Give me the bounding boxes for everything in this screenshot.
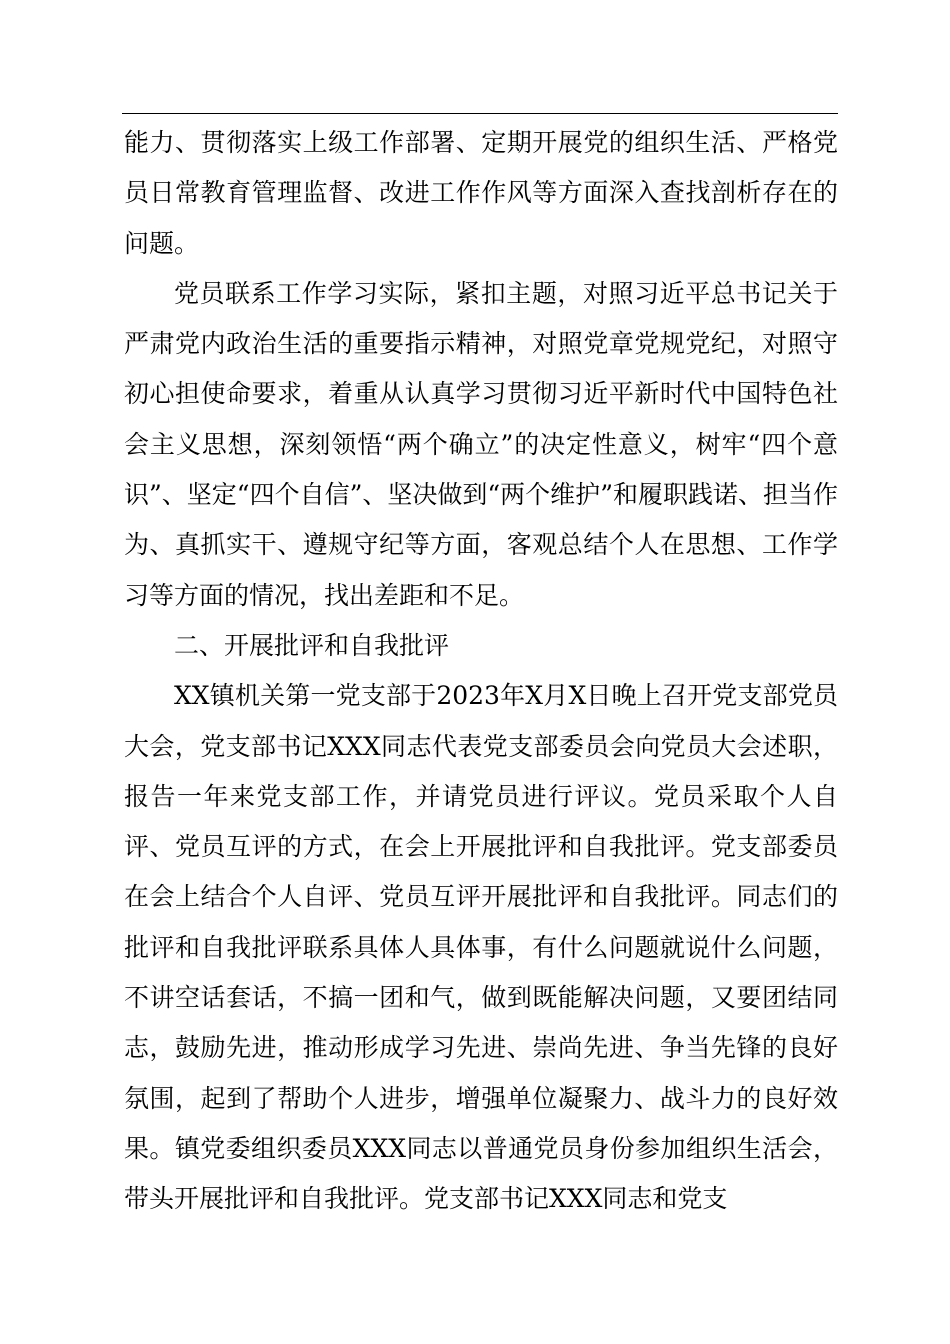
paragraph-self-review: 党员联系工作学习实际，紧扣主题，对照习近平总书记关于严肃党内政治生活的重要指示精神，对照党章党规党纪，对照守初心担使命要求，着重从认真学习贯彻习近平新时代中国特色社会主义思想，深刻领悟“两个确立”的决定性意义，树牢“四个意识”、坚定“四个自信”、坚决做到“两个维护”和履职践诺、担当作为、真抓实干、遵规守纪等方面，客观总结个人在思想、工作学习等方面的情况，找出差距和不足。 bbox=[124, 278, 838, 610]
paragraph-criticism: XX镇机关第一党支部于2023年X月X日晚上召开党支部党员大会，党支部书记XXX同志代表党支部委员会向党员大会述职，报告一年来党支部工作，并请党员进行评议。党员采取个人自评、党员互评的方式，在会上开展批评和自我批评。党支部委员在会上结合个人自评、党员互评开展批评和自我批评。同志们的批评和自我批评联系具体人具体事，有什么问题就说什么问题，不讲空话套话，不搞一团和气，做到既能解决问题，又要团结同志，鼓励先进，推动形成学习先进、崇尚先进、争当先锋的良好氛围，起到了帮助个人进步，增强单位凝聚力、战斗力的良好效果。镇党委组织委员XXX同志以普通党员身份参加组织生活会，带头开展批评和自我批评。党支部书记XXX同志和党支 bbox=[124, 681, 838, 1214]
document-body bbox=[124, 118, 838, 1225]
section-heading: 二、开展批评和自我批评 bbox=[174, 630, 450, 660]
header-rule bbox=[122, 113, 838, 114]
paragraph-continuation: 能力、贯彻落实上级工作部署、定期开展党的组织生活、严格党员日常教育管理监督、改进工作作风等方面深入查找剖析存在的问题。 bbox=[124, 128, 838, 258]
